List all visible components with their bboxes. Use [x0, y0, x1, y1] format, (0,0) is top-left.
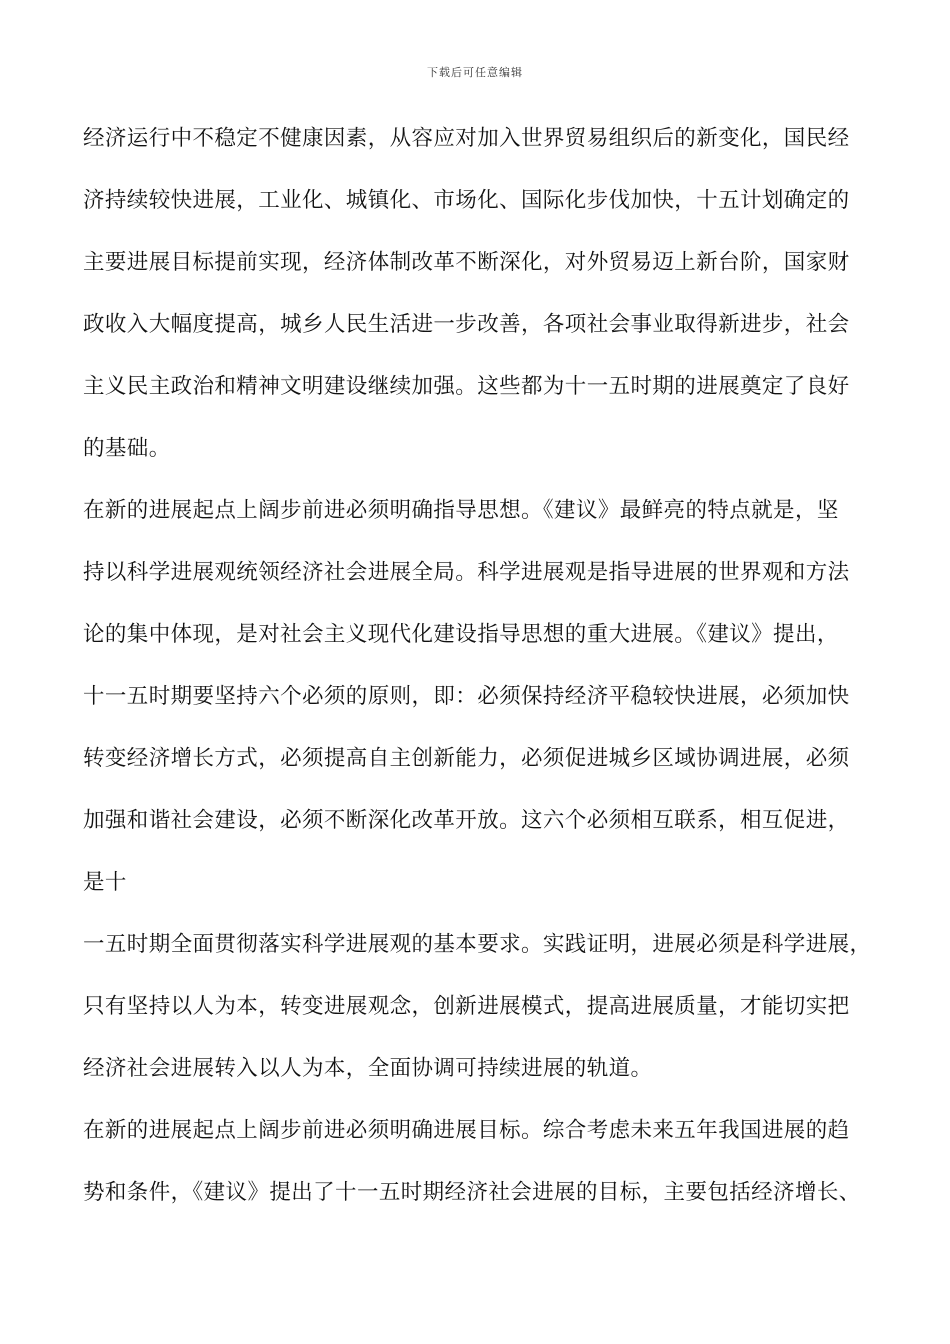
text-line: 势和条件，《建议》提出了十一五时期经济社会进展的目标，主要包括经济增长、 — [83, 1180, 861, 1205]
text-line: 持以科学进展观统领经济社会进展全局。科学进展观是指导进展的世界观和方法 — [83, 560, 850, 585]
text-line: 十一五时期要坚持六个必须的原则，即：必须保持经济平稳较快进展，必须加快 — [83, 684, 850, 709]
text-line: 一五时期全面贯彻落实科学进展观的基本要求。实践证明，进展必须是科学进展， — [83, 932, 872, 957]
text-line: 是十 — [83, 870, 127, 895]
text-line: 主义民主政治和精神文明建设继续加强。这些都为十一五时期的进展奠定了良好 — [83, 374, 850, 399]
text-line: 济持续较快进展，工业化、城镇化、市场化、国际化步伐加快，十五计划确定的 — [83, 188, 850, 213]
text-line: 主要进展目标提前实现，经济体制改革不断深化，对外贸易迈上新台阶，国家财 — [83, 250, 850, 275]
text-line: 经济运行中不稳定不健康因素，从容应对加入世界贸易组织后的新变化，国民经 — [83, 126, 850, 151]
document-body — [83, 117, 883, 1233]
text-line: 政收入大幅度提高，城乡人民生活进一步改善，各项社会事业取得新进步，社会 — [83, 312, 850, 337]
text-line: 的基础。 — [83, 436, 171, 461]
text-line: 转变经济增长方式，必须提高自主创新能力，必须促进城乡区域协调进展，必须 — [83, 746, 850, 771]
text-line: 经济社会进展转入以人为本，全面协调可持续进展的轨道。 — [83, 1056, 653, 1081]
text-line: 只有坚持以人为本，转变进展观念，创新进展模式，提高进展质量，才能切实把 — [83, 994, 850, 1019]
text-line: 加强和谐社会建设，必须不断深化改革开放。这六个必须相互联系，相互促进， — [83, 808, 850, 833]
text-line: 论的集中体现，是对社会主义现代化建设指导思想的重大进展。《建议》提出， — [83, 622, 839, 647]
text-line: 在新的进展起点上阔步前进必须明确指导思想。《建议》最鲜亮的特点就是，坚 — [83, 498, 839, 523]
page-header: 下载后可任意编辑 — [427, 66, 523, 79]
text-line: 在新的进展起点上阔步前进必须明确进展目标。综合考虑未来五年我国进展的趋 — [83, 1118, 850, 1143]
